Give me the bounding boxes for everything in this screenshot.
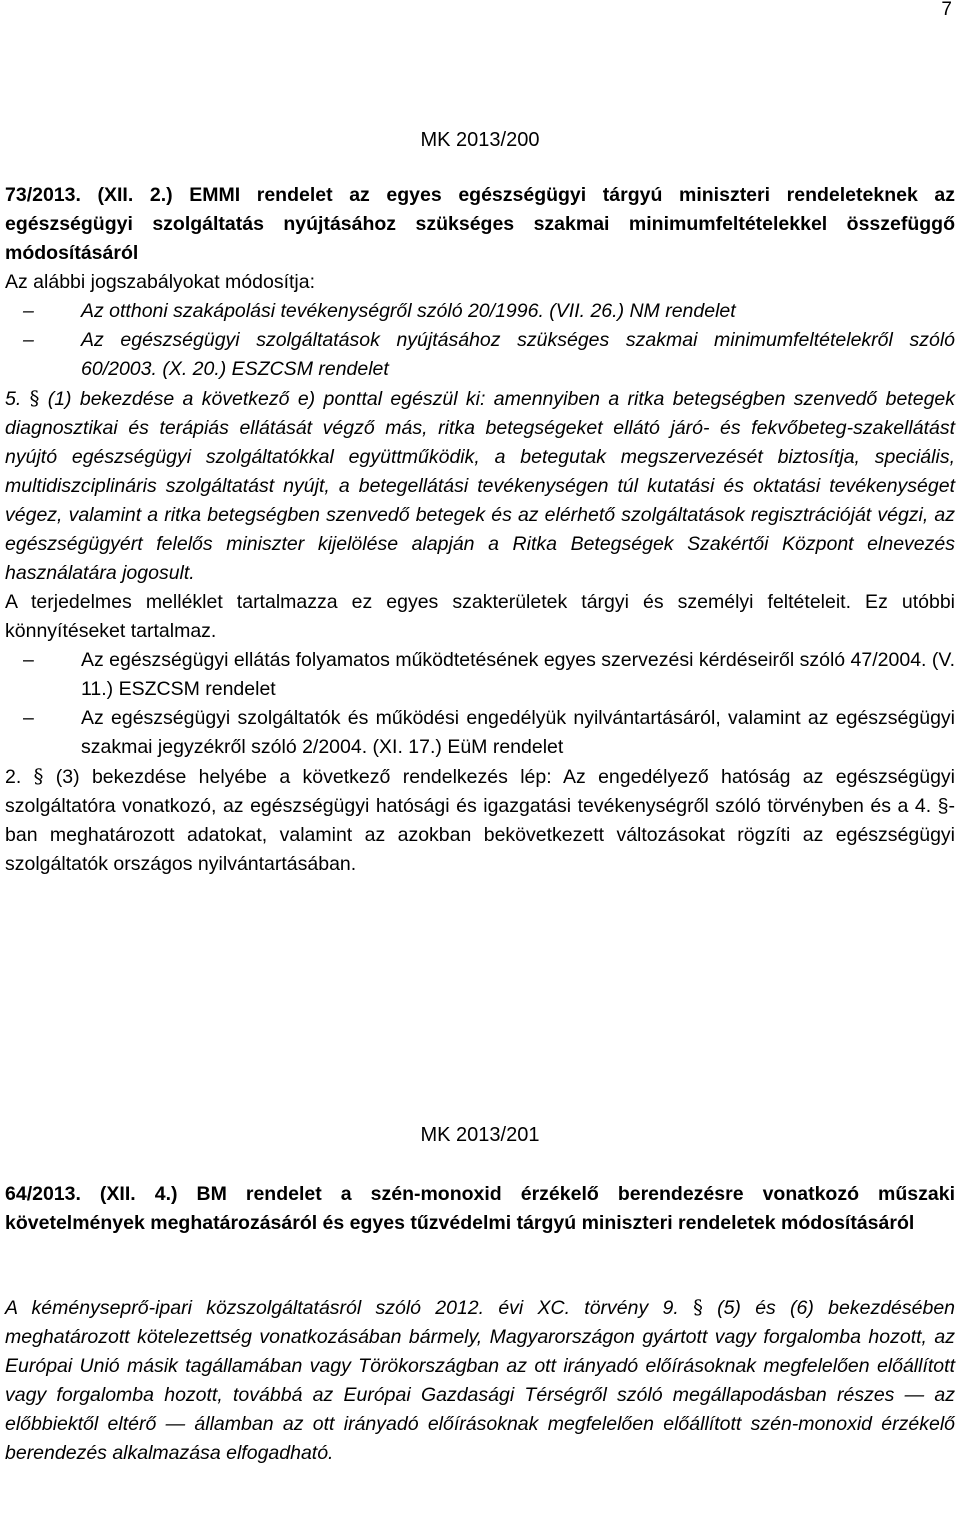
paragraph-number: 5. — [5, 388, 22, 410]
section-sign: § — [693, 1296, 703, 1319]
list-item — [5, 297, 955, 326]
dash-bullet-icon: – — [23, 300, 34, 322]
list-item — [5, 704, 955, 762]
paragraph — [5, 384, 955, 588]
paragraph — [5, 762, 955, 879]
regulation-title: 64/2013. (XII. 4.) BM rendelet a szén-monoxid érzékelő berendezésre vonatkozó műszaki követelmények meghatározásáról és egyes tűzvédelmi tárgyú miniszteri rendeletek módosításáról — [5, 1183, 955, 1234]
paragraph-number: 2. — [5, 766, 22, 788]
amended-list — [5, 297, 955, 384]
document-code: MK 2013/200 — [420, 129, 540, 151]
paragraph — [5, 1293, 955, 1468]
intro-text: Az alábbi jogszabályokat módosítja: — [5, 271, 316, 293]
list-item — [5, 326, 955, 384]
dash-bullet-icon: – — [23, 329, 34, 351]
paragraph-text: (5) és (6) bekezdésében meghatározott kötelezettség vonatkozásában bármely, Magyarországon gyártott vagy forgalomba hozott, az Európai Unió másik tagállamában vagy Törökországban az ott irányadó előírásoknak megfelelően előállított vagy forgalomba hozott, továbbá az Európai Gazdasági Térségről szóló megállapodásban részes — az előbbiektől eltérő — államban az ott irányadó előírásoknak megfelelően előállított szén-monoxid érzékelő berendezés alkalmazása elfogadható. — [5, 1297, 956, 1464]
regulation-title: 73/2013. (XII. 2.) EMMI rendelet az egyes egészségügyi tárgyú miniszteri rendeleteknek az egészségügyi szolgáltatás nyújtásához szükséges szakmai minimumfeltételekkel összefüggő módosításáról — [5, 184, 955, 264]
paragraph-text: A kéményseprő-ipari közszolgáltatásról szóló 2012. évi XC. törvény 9. — [5, 1297, 679, 1319]
list-item-text: Az egészségügyi szolgáltatók és működési engedélyük nyilvántartásáról, valamint az egészségügyi szakmai jegyzékről szóló 2/2004. (XI. 17.) EüM rendelet — [81, 707, 955, 758]
paragraph-text: (1) bekezdése a következő e) ponttal egészül ki: amennyiben a ritka betegségben szenvedő betegek diagnosztikai és terápiás ellátását végző más, ritka betegségeket ellátó járó- és fekvőbeteg-szakellátást nyújtó egészségügyi szolgáltatókkal együttműködik, a betegutak megszervezését biztosítja, speciális, multidiszciplináris szolgáltatást nyújt, a betegellátási tevékenységen túl kutatási és oktatási tevékenységet végez, valamint a ritka betegségben szenvedő betegek és az elérhető szolgáltatások regisztrációját végzi, az egészségügyért felelős miniszter kijelölése alapján a Ritka Betegségek Szakértői Központ elnevezés használatára jogosult. — [5, 388, 956, 584]
list-item-text: Az otthoni szakápolási tevékenységről szóló 20/1996. (VII. 26.) NM rendelet — [81, 300, 736, 322]
page-number: 7 — [941, 0, 952, 20]
dash-bullet-icon: – — [23, 649, 34, 671]
paragraph-text: (3) bekezdése helyébe a következő rendelkezés lép: Az engedélyező hatóság az egészségügyi szolgáltatóra vonatkozó, az egészségügyi hatósági és igazgatási tevékenységről szóló törvényben és a 4. §-ban meghatározott adatokat, valamint az azokban bekövetkezett változásokat rögzíti az egészségügyi szolgáltatók országos nyilvántartásában. — [5, 766, 955, 875]
document-section-2-body — [5, 1293, 955, 1468]
amended-list — [5, 646, 955, 762]
paragraph: A terjedelmes melléklet tartalmazza ez egyes szakterületek tárgyi és személyi feltételeit. Ez utóbbi könnyítéseket tartalmaz. — [5, 591, 955, 642]
section-sign: § — [29, 387, 40, 410]
dash-bullet-icon: – — [23, 707, 34, 729]
list-item-text: Az egészségügyi ellátás folyamatos működtetésének egyes szervezési kérdéseiről szóló 47/2004. (V. 11.) ESZCSM rendelet — [81, 649, 956, 700]
section-sign: § — [33, 765, 44, 788]
list-item — [5, 646, 955, 704]
document-section-2 — [5, 1180, 955, 1238]
list-item-text: Az egészségügyi szolgáltatások nyújtásához szükséges szakmai minimumfeltételekről szóló 60/2003. (X. 20.) ESZCSM rendelet — [81, 329, 955, 380]
document-code: MK 2013/201 — [420, 1124, 540, 1146]
document-section-1 — [5, 181, 955, 879]
